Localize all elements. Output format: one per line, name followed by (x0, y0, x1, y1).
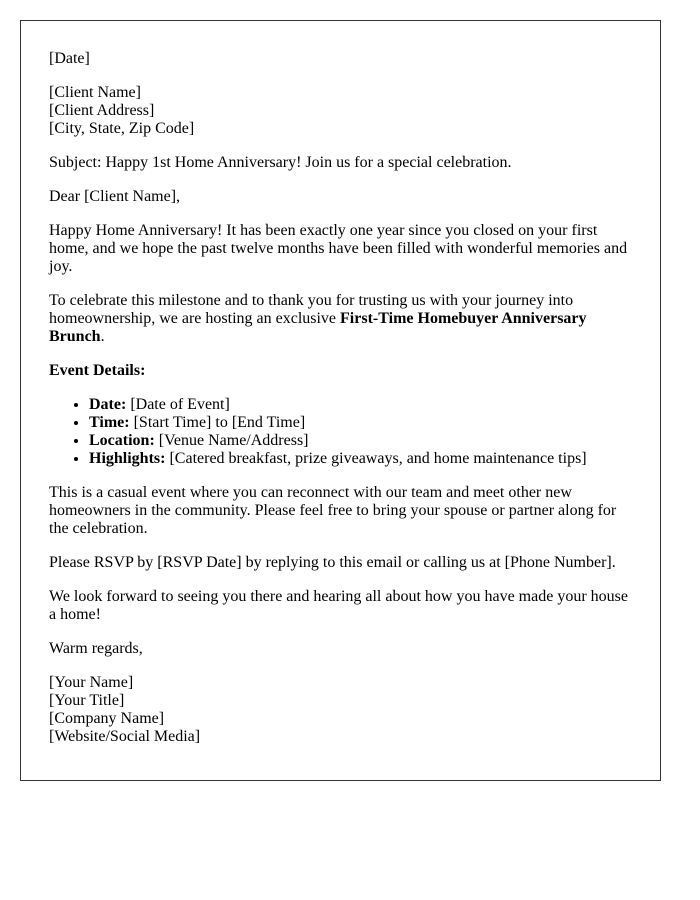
intro-paragraph: Happy Home Anniversary! It has been exactly one year since you closed on your first home, and we hope the past twelve months have been filled with wonderful memories and joy. (49, 222, 628, 275)
casual-event-paragraph: This is a casual event where you can reconnect with our team and meet other new homeowners in the community. Please feel free to bring your spouse or partner along for the celebration. (49, 484, 617, 537)
invitation-paragraph (49, 292, 632, 346)
signature-company: [Company Name] (49, 710, 165, 727)
event-detail-label: Time: (89, 414, 130, 431)
recipient-address: [Client Address] (49, 102, 155, 119)
event-name: First-Time Homebuyer Anniversary Brunch (49, 310, 587, 345)
event-detail-label: Location: (89, 432, 155, 449)
signature-title: [Your Title] (49, 692, 125, 709)
subject-line: Subject: Happy 1st Home Anniversary! Join us for a special celebration. (49, 154, 512, 171)
event-detail-label: Highlights: (89, 450, 166, 467)
event-detail-value: [Start Time] to [End Time] (129, 414, 306, 431)
event-detail-highlights (89, 450, 632, 468)
event-detail-location (89, 432, 632, 450)
salutation: Dear [Client Name], (49, 188, 181, 205)
recipient-city-state-zip: [City, State, Zip Code] (49, 120, 195, 137)
signature-block (49, 674, 632, 746)
invitation-text: To celebrate this milestone and to thank you for trusting us with your journey into homeownership, we are hosting an exclusive (49, 292, 574, 327)
signature-website: [Website/Social Media] (49, 728, 201, 745)
event-detail-value: [Catered breakfast, prize giveaways, and home maintenance tips] (165, 450, 587, 467)
event-details-heading: Event Details: (49, 362, 146, 379)
recipient-name: [Client Name] (49, 84, 141, 101)
event-details-list (49, 396, 632, 468)
event-detail-value: [Venue Name/Address] (154, 432, 309, 449)
signature-name: [Your Name] (49, 674, 134, 691)
rsvp-paragraph: Please RSVP by [RSVP Date] by replying to this email or calling us at [Phone Number]. (49, 554, 616, 571)
event-detail-value: [Date of Event] (126, 396, 230, 413)
invitation-end: . (100, 328, 105, 345)
recipient-block (49, 84, 632, 138)
event-detail-time (89, 414, 632, 432)
event-detail-label: Date: (89, 396, 127, 413)
letter-container (20, 20, 661, 781)
letter-date: [Date] (49, 50, 90, 67)
event-detail-date (89, 396, 632, 414)
closing-paragraph: We look forward to seeing you there and hearing all about how you have made your house a home! (49, 588, 628, 623)
closing: Warm regards, (49, 640, 143, 657)
